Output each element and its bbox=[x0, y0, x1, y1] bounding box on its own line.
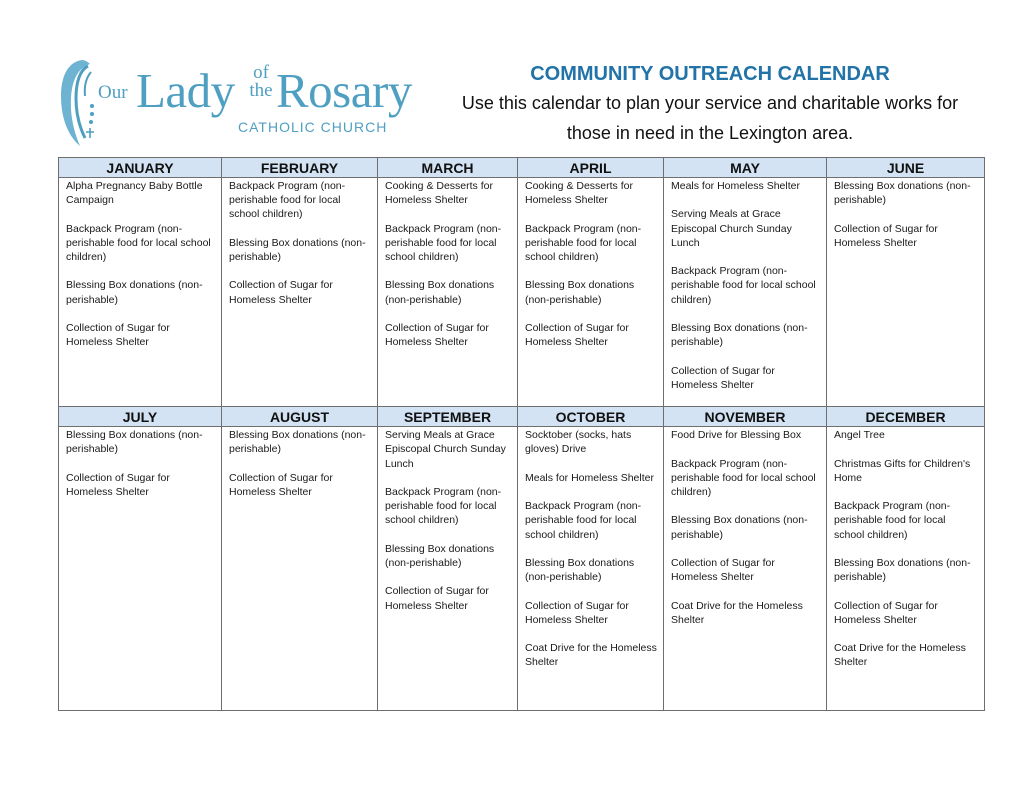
activity-item: Collection of Sugar for Homeless Shelter bbox=[834, 222, 938, 249]
activity-item: Blessing Box donations (non-perishable) bbox=[385, 279, 495, 306]
month-header-november: NOVEMBER bbox=[664, 407, 827, 427]
madonna-silhouette-icon bbox=[58, 56, 102, 148]
activity-item: Meals for Homeless Shelter bbox=[525, 471, 654, 484]
activity-item: Blessing Box donations (non-perishable) bbox=[385, 542, 495, 569]
activity-item: Angel Tree bbox=[834, 429, 885, 442]
month-cell-september bbox=[378, 427, 518, 711]
activity-item: Blessing Box donations (non-perishable) bbox=[229, 429, 366, 456]
month-cell-march bbox=[378, 178, 518, 407]
month-cell-november bbox=[664, 427, 827, 711]
activity-item: Blessing Box donations (non-perishable) bbox=[66, 429, 203, 456]
month-cell-december bbox=[827, 427, 985, 711]
month-header-row bbox=[59, 407, 985, 427]
activity-item: Christmas Gifts for Children's Home bbox=[834, 457, 971, 484]
logo-word-rosary: Rosary bbox=[276, 63, 412, 118]
page-title: COMMUNITY OUTREACH CALENDAR bbox=[530, 63, 890, 85]
activity-item: Collection of Sugar for Homeless Shelter bbox=[671, 364, 775, 391]
activity-item: Meals for Homeless Shelter bbox=[671, 180, 800, 192]
month-cell-june bbox=[827, 178, 985, 407]
activity-item: Collection of Sugar for Homeless Shelter bbox=[229, 471, 333, 498]
activity-item: Collection of Sugar for Homeless Shelter bbox=[671, 556, 775, 584]
activity-item: Socktober (socks, hats gloves) Drive bbox=[525, 429, 632, 456]
logo-word-of-the: of the bbox=[249, 62, 273, 102]
activity-item: Blessing Box donations (non-perishable) bbox=[834, 180, 971, 207]
church-logo bbox=[58, 56, 410, 148]
subtitle-line-2: those in need in the Lexington area. bbox=[566, 123, 854, 143]
activity-item: Coat Drive for the Homeless Shelter bbox=[834, 642, 966, 669]
activity-item: Blessing Box donations (non-perishable) bbox=[525, 279, 635, 306]
month-header-april: APRIL bbox=[518, 158, 664, 178]
logo-word-lady: Lady bbox=[136, 63, 235, 118]
activity-item: Blessing Box donations (non-perishable) bbox=[229, 236, 366, 263]
activity-item: Collection of Sugar for Homeless Shelter bbox=[66, 321, 170, 349]
activity-item: Collection of Sugar for Homeless Shelter bbox=[525, 599, 629, 626]
activity-item: Food Drive for Blessing Box bbox=[671, 429, 802, 442]
subtitle-line-1: Use this calendar to plan your service and charitable works for bbox=[461, 93, 959, 113]
activity-item: Blessing Box donations (non-perishable) bbox=[525, 556, 635, 584]
activity-item: Backpack Program (non-perishable food for local school children) bbox=[525, 222, 642, 263]
activity-item: Backpack Program (non-perishable food for local school children) bbox=[229, 180, 346, 221]
month-header-march: MARCH bbox=[378, 158, 518, 178]
month-header-february: FEBRUARY bbox=[222, 158, 378, 178]
page-subtitle bbox=[420, 88, 1000, 148]
month-header-row bbox=[59, 158, 985, 178]
logo-subtitle: CATHOLIC CHURCH bbox=[238, 119, 388, 135]
activity-item: Backpack Program (non-perishable food for local school children) bbox=[525, 500, 642, 541]
month-header-july: JULY bbox=[59, 407, 222, 427]
month-cell-august bbox=[222, 427, 378, 711]
outreach-calendar-table bbox=[58, 157, 985, 711]
month-cell-february bbox=[222, 178, 378, 407]
activity-item: Backpack Program (non-perishable food for local school children) bbox=[385, 485, 502, 527]
activity-item: Blessing Box donations (non-perishable) bbox=[671, 514, 808, 541]
activity-item: Backpack Program (non-perishable food for local school children) bbox=[671, 457, 816, 498]
activity-item: Collection of Sugar for Homeless Shelter bbox=[229, 279, 333, 306]
month-cell-january bbox=[59, 178, 222, 407]
activity-item: Collection of Sugar for Homeless Shelter bbox=[525, 321, 629, 349]
activities-row bbox=[59, 427, 985, 711]
activities-row bbox=[59, 178, 985, 407]
activity-item: Alpha Pregnancy Baby Bottle Campaign bbox=[66, 180, 203, 207]
activity-item: Cooking & Desserts for Homeless Shelter bbox=[525, 180, 633, 207]
activity-item: Coat Drive for the Homeless Shelter bbox=[525, 642, 657, 669]
activity-item: Cooking & Desserts for Homeless Shelter bbox=[385, 180, 493, 207]
month-cell-october bbox=[518, 427, 664, 711]
activity-item: Coat Drive for the Homeless Shelter bbox=[671, 599, 803, 626]
activity-item: Collection of Sugar for Homeless Shelter bbox=[66, 471, 170, 498]
month-header-december: DECEMBER bbox=[827, 407, 985, 427]
activity-item: Collection of Sugar for Homeless Shelter bbox=[385, 321, 489, 349]
activity-item: Backpack Program (non-perishable food for local school children) bbox=[66, 222, 211, 263]
month-header-september: SEPTEMBER bbox=[378, 407, 518, 427]
month-header-october: OCTOBER bbox=[518, 407, 664, 427]
month-header-august: AUGUST bbox=[222, 407, 378, 427]
activity-item: Serving Meals at Grace Episcopal Church Sunday Lunch bbox=[385, 429, 506, 470]
month-cell-april bbox=[518, 178, 664, 407]
month-cell-may bbox=[664, 178, 827, 407]
activity-item: Backpack Program (non-perishable food for local school children) bbox=[834, 500, 951, 541]
activity-item: Collection of Sugar for Homeless Shelter bbox=[385, 585, 489, 612]
activity-item: Backpack Program (non-perishable food for local school children) bbox=[385, 222, 502, 263]
activity-item: Serving Meals at Grace Episcopal Church Sunday Lunch bbox=[671, 208, 792, 249]
activity-item: Backpack Program (non-perishable food for local school children) bbox=[671, 265, 816, 306]
logo-word-our: Our bbox=[98, 82, 128, 103]
month-header-june: JUNE bbox=[827, 158, 985, 178]
month-header-may: MAY bbox=[664, 158, 827, 178]
activity-item: Blessing Box donations (non-perishable) bbox=[834, 556, 971, 584]
activity-item: Blessing Box donations (non-perishable) bbox=[66, 279, 203, 306]
activity-item: Collection of Sugar for Homeless Shelter bbox=[834, 599, 938, 626]
month-cell-july bbox=[59, 427, 222, 711]
activity-item: Blessing Box donations (non-perishable) bbox=[671, 321, 808, 349]
month-header-january: JANUARY bbox=[59, 158, 222, 178]
